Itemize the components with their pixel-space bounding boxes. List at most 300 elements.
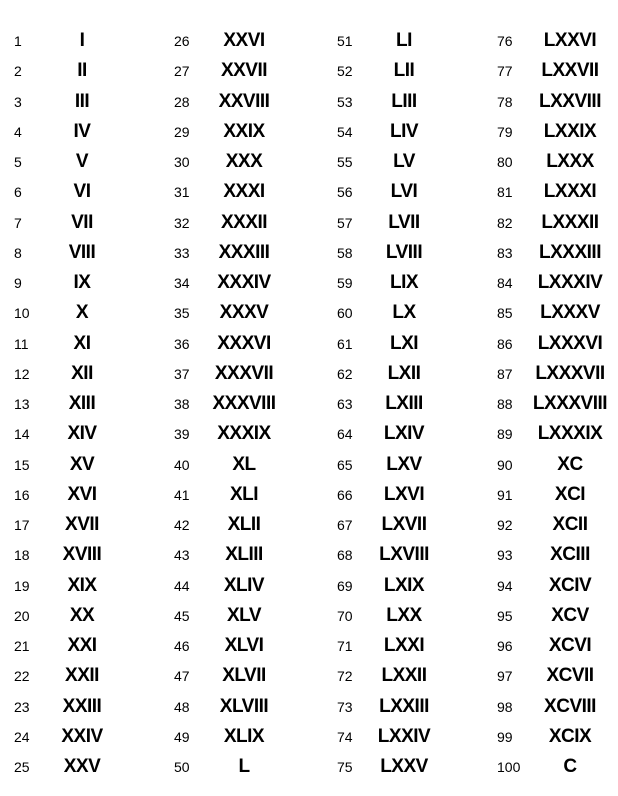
table-row: [326, 389, 486, 419]
arabic-number: 71: [337, 638, 353, 654]
arabic-number: 29: [174, 123, 190, 140]
roman-numeral: XXVIII: [218, 90, 270, 112]
table-row: [0, 480, 163, 510]
arabic-number: 40: [174, 456, 190, 473]
table-row: [486, 450, 618, 480]
roman-numeral: XXIV: [61, 725, 103, 747]
table-row: [0, 752, 163, 782]
roman-numeral: LXI: [389, 332, 419, 354]
roman-numeral: XVI: [67, 483, 97, 505]
roman-numeral: XLVIII: [219, 695, 269, 717]
arabic-number: 35: [174, 305, 190, 322]
arabic-number: 60: [337, 305, 353, 322]
arabic-number: 26: [174, 33, 190, 49]
arabic-number: 36: [174, 335, 190, 352]
table-row: [0, 268, 163, 298]
roman-numeral: XXXII: [220, 211, 268, 233]
roman-numeral: XXIII: [62, 695, 102, 717]
table-row: [326, 692, 486, 722]
arabic-number: 48: [174, 698, 190, 715]
arabic-number: 27: [174, 63, 190, 80]
roman-numeral: XCVII: [546, 665, 594, 687]
roman-numeral: VI: [73, 181, 91, 203]
arabic-number: 3: [14, 93, 22, 110]
table-row: [163, 450, 326, 480]
roman-numeral: LXIII: [385, 393, 423, 414]
arabic-number: 93: [497, 547, 513, 564]
table-row: [486, 631, 618, 661]
roman-numeral: LXXXI: [543, 181, 597, 203]
arabic-number: 43: [174, 547, 190, 564]
roman-numeral: LXVI: [383, 483, 425, 505]
arabic-number: 39: [174, 426, 190, 443]
arabic-number: 79: [497, 123, 513, 140]
roman-numeral: V: [75, 151, 89, 172]
arabic-number: 70: [337, 607, 353, 624]
roman-numeral: LXXXVIII: [532, 393, 608, 414]
table-row: [326, 56, 486, 86]
roman-numeral: LXXVI: [543, 30, 597, 51]
roman-numeral: XV: [69, 453, 95, 475]
arabic-number: 51: [337, 33, 353, 49]
roman-numeral: LXII: [387, 362, 421, 384]
roman-numeral: X: [75, 302, 89, 324]
roman-numeral: XLV: [226, 604, 262, 626]
roman-numeral: XI: [73, 332, 91, 354]
roman-numeral: C: [563, 756, 577, 777]
arabic-number: 77: [497, 63, 513, 80]
table-row: [0, 450, 163, 480]
arabic-number: 53: [337, 93, 353, 110]
roman-numeral: XXVI: [223, 30, 265, 51]
table-row: [0, 208, 163, 238]
roman-numeral: XCV: [551, 604, 589, 626]
table-row: [326, 631, 486, 661]
table-row: [486, 147, 618, 177]
table-row: [326, 359, 486, 389]
roman-numeral: III: [74, 90, 90, 112]
table-row: [326, 571, 486, 601]
arabic-number: 30: [174, 154, 190, 170]
roman-numeral: LV: [393, 151, 415, 172]
roman-numeral: XVII: [65, 514, 99, 535]
arabic-number: 83: [497, 244, 513, 261]
table-row: [486, 510, 618, 540]
table-row: [0, 117, 163, 147]
table-row: [486, 87, 618, 117]
table-row: [486, 419, 618, 449]
arabic-number: 49: [174, 728, 190, 745]
table-row: [163, 359, 326, 389]
table-row: [163, 752, 326, 782]
roman-numeral: XC: [557, 453, 583, 475]
arabic-number: 37: [174, 365, 190, 382]
roman-numeral: XLIV: [223, 574, 265, 596]
table-row: [0, 631, 163, 661]
roman-numeral: LXXIII: [379, 695, 429, 717]
arabic-number: 11: [14, 335, 29, 352]
arabic-number: 98: [497, 698, 513, 715]
roman-numeral: LXXX: [546, 151, 594, 172]
arabic-number: 10: [14, 305, 30, 322]
table-row: [326, 752, 486, 782]
roman-numeral: XXV: [63, 756, 101, 777]
table-row: [163, 480, 326, 510]
table-row: [326, 238, 486, 268]
table-row: [163, 692, 326, 722]
arabic-number: 80: [497, 154, 513, 170]
table-row: [163, 117, 326, 147]
arabic-number: 78: [497, 93, 513, 110]
table-row: [163, 571, 326, 601]
arabic-number: 41: [174, 486, 190, 503]
arabic-number: 18: [14, 547, 30, 564]
roman-numeral: XXXVII: [214, 362, 274, 384]
table-row: [486, 268, 618, 298]
roman-numeral: IV: [73, 120, 91, 142]
table-row: [163, 661, 326, 691]
table-row: [163, 510, 326, 540]
table-row: [486, 480, 618, 510]
table-row: [0, 87, 163, 117]
roman-numeral-table: [0, 26, 618, 782]
roman-numeral: XCIV: [548, 574, 592, 596]
roman-numeral: XXI: [67, 635, 97, 656]
arabic-number: 89: [497, 426, 513, 443]
roman-numeral: LXXXII: [541, 211, 599, 233]
arabic-number: 66: [337, 486, 353, 503]
arabic-number: 15: [14, 456, 30, 473]
table-row: [0, 692, 163, 722]
roman-numeral: LVI: [390, 181, 418, 203]
arabic-number: 25: [14, 759, 30, 775]
arabic-number: 74: [337, 728, 353, 745]
table-row: [163, 298, 326, 328]
roman-numeral: LXXXIX: [537, 423, 603, 445]
table-row: [486, 752, 618, 782]
arabic-number: 46: [174, 638, 190, 654]
roman-numeral: XXIX: [223, 120, 265, 142]
table-row: [326, 601, 486, 631]
table-row: [486, 177, 618, 207]
arabic-number: 75: [337, 759, 353, 775]
roman-numeral: LIII: [391, 90, 417, 112]
arabic-number: 65: [337, 456, 353, 473]
roman-numeral: XII: [71, 362, 93, 384]
roman-numeral: XXXIV: [217, 272, 271, 293]
roman-numeral: XCIII: [550, 544, 590, 566]
arabic-number: 96: [497, 638, 513, 654]
table-row: [163, 238, 326, 268]
roman-numeral: XXII: [65, 665, 99, 687]
roman-numeral: LXVII: [381, 514, 427, 535]
table-row: [486, 692, 618, 722]
roman-numeral: VIII: [68, 241, 96, 263]
table-row: [0, 601, 163, 631]
arabic-number: 23: [14, 698, 30, 715]
table-row: [163, 329, 326, 359]
table-row: [163, 540, 326, 570]
arabic-number: 7: [14, 214, 22, 231]
roman-numeral: LXXXVII: [535, 362, 605, 384]
roman-numeral: XXXVI: [217, 332, 271, 354]
roman-numeral: LIV: [389, 120, 419, 142]
arabic-number: 99: [497, 728, 513, 745]
table-row: [0, 571, 163, 601]
arabic-number: 95: [497, 607, 513, 624]
arabic-number: 2: [14, 63, 22, 80]
roman-numeral: XXXI: [223, 181, 265, 203]
table-row: [486, 56, 618, 86]
roman-numeral: XLI: [229, 483, 259, 505]
arabic-number: 45: [174, 607, 190, 624]
roman-numeral: XLII: [227, 514, 261, 535]
table-row: [163, 722, 326, 752]
arabic-number: 13: [14, 396, 30, 412]
roman-numeral: II: [77, 60, 87, 82]
arabic-number: 86: [497, 335, 513, 352]
arabic-number: 9: [14, 275, 22, 291]
table-row: [0, 147, 163, 177]
roman-numeral: LII: [393, 60, 415, 82]
arabic-number: 97: [497, 668, 513, 685]
roman-numeral: XLIII: [225, 544, 263, 566]
roman-numeral: LIX: [389, 272, 419, 293]
table-row: [0, 419, 163, 449]
table-row: [326, 208, 486, 238]
arabic-number: 67: [337, 517, 353, 533]
arabic-number: 44: [174, 577, 190, 594]
roman-numeral: XL: [232, 453, 256, 475]
arabic-number: 54: [337, 123, 353, 140]
roman-numeral: XLVI: [224, 635, 264, 656]
table-row: [486, 661, 618, 691]
arabic-number: 31: [174, 184, 190, 201]
arabic-number: 34: [174, 275, 190, 291]
table-row: [486, 329, 618, 359]
table-row: [486, 571, 618, 601]
table-row: [326, 147, 486, 177]
table-row: [163, 419, 326, 449]
arabic-number: 52: [337, 63, 353, 80]
table-row: [163, 268, 326, 298]
table-row: [163, 601, 326, 631]
arabic-number: 38: [174, 396, 190, 412]
table-row: [163, 26, 326, 56]
table-row: [163, 208, 326, 238]
arabic-number: 61: [337, 335, 353, 352]
table-row: [326, 722, 486, 752]
arabic-number: 58: [337, 244, 353, 261]
arabic-number: 14: [14, 426, 30, 443]
roman-numeral: XIX: [67, 574, 97, 596]
table-row: [0, 177, 163, 207]
arabic-number: 88: [497, 396, 513, 412]
arabic-number: 24: [14, 728, 30, 745]
roman-numeral: LXXII: [381, 665, 427, 687]
roman-numeral: LXV: [386, 453, 422, 475]
roman-numeral: XIII: [68, 393, 96, 414]
arabic-number: 33: [174, 244, 190, 261]
table-row: [163, 56, 326, 86]
roman-numeral: XXXVIII: [212, 393, 276, 414]
table-row: [486, 389, 618, 419]
roman-numeral: LXXIV: [377, 725, 431, 747]
table-row: [326, 177, 486, 207]
roman-numeral: LXIX: [383, 574, 425, 596]
roman-numeral: LXXXV: [540, 302, 600, 324]
arabic-number: 8: [14, 244, 22, 261]
roman-numeral: XCII: [552, 514, 588, 535]
roman-numeral: LXXXIII: [539, 241, 601, 263]
roman-numeral: LXX: [386, 604, 422, 626]
table-row: [326, 540, 486, 570]
roman-numeral: LXXV: [380, 756, 428, 777]
roman-numeral: LXIV: [383, 423, 425, 445]
arabic-number: 21: [14, 638, 30, 654]
table-row: [0, 661, 163, 691]
arabic-number: 17: [14, 517, 30, 533]
arabic-number: 68: [337, 547, 353, 564]
table-row: [326, 329, 486, 359]
arabic-number: 69: [337, 577, 353, 594]
arabic-number: 64: [337, 426, 353, 443]
table-row: [0, 389, 163, 419]
roman-numeral: XXXV: [219, 302, 269, 324]
arabic-number: 32: [174, 214, 190, 231]
table-row: [163, 177, 326, 207]
arabic-number: 6: [14, 184, 22, 201]
table-row: [326, 510, 486, 540]
arabic-number: 81: [497, 184, 513, 201]
arabic-number: 87: [497, 365, 513, 382]
table-row: [326, 298, 486, 328]
table-row: [0, 329, 163, 359]
table-row: [326, 450, 486, 480]
arabic-number: 19: [14, 577, 30, 594]
table-row: [486, 238, 618, 268]
table-row: [0, 238, 163, 268]
roman-numeral: LVII: [388, 211, 420, 233]
arabic-number: 76: [497, 33, 513, 49]
arabic-number: 20: [14, 607, 30, 624]
roman-numeral: LXXVII: [541, 60, 599, 82]
arabic-number: 50: [174, 759, 190, 775]
arabic-number: 63: [337, 396, 353, 412]
table-row: [0, 540, 163, 570]
roman-numeral: XLIX: [223, 725, 265, 747]
arabic-number: 57: [337, 214, 353, 231]
roman-numeral: L: [238, 756, 250, 777]
arabic-number: 22: [14, 668, 30, 685]
table-row: [486, 540, 618, 570]
arabic-number: 16: [14, 486, 30, 503]
table-row: [0, 56, 163, 86]
arabic-number: 94: [497, 577, 513, 594]
roman-numeral: XX: [69, 604, 95, 626]
roman-numeral: LXXXVI: [537, 332, 603, 354]
table-row: [326, 117, 486, 147]
arabic-number: 56: [337, 184, 353, 201]
roman-numeral: XIV: [67, 423, 97, 445]
roman-numeral: XXXIX: [217, 423, 271, 445]
roman-numeral: IX: [73, 272, 91, 293]
arabic-number: 1: [14, 33, 22, 49]
table-row: [486, 359, 618, 389]
arabic-number: 92: [497, 517, 513, 533]
roman-numeral: XXX: [225, 151, 263, 172]
arabic-number: 12: [14, 365, 30, 382]
roman-numeral: XXVII: [220, 60, 268, 82]
roman-numeral: XVIII: [62, 544, 102, 566]
arabic-number: 91: [497, 486, 513, 503]
roman-numeral: XCIX: [548, 725, 592, 747]
arabic-number: 5: [14, 154, 22, 170]
table-row: [326, 87, 486, 117]
roman-numeral: LX: [392, 302, 416, 324]
arabic-number: 42: [174, 517, 190, 533]
table-row: [163, 389, 326, 419]
table-row: [326, 480, 486, 510]
table-row: [163, 147, 326, 177]
roman-numeral: XCVIII: [544, 695, 596, 717]
roman-numeral: LVIII: [385, 241, 423, 263]
roman-numeral: XCVI: [548, 635, 592, 656]
table-row: [486, 601, 618, 631]
table-row: [326, 419, 486, 449]
arabic-number: 47: [174, 668, 190, 685]
table-row: [163, 631, 326, 661]
table-row: [486, 722, 618, 752]
arabic-number: 55: [337, 154, 353, 170]
table-row: [0, 722, 163, 752]
table-row: [0, 26, 163, 56]
arabic-number: 59: [337, 275, 353, 291]
table-row: [0, 359, 163, 389]
table-row: [0, 298, 163, 328]
table-row: [486, 26, 618, 56]
roman-numeral: LXXVIII: [539, 90, 601, 112]
arabic-number: 28: [174, 93, 190, 110]
arabic-number: 82: [497, 214, 513, 231]
table-row: [326, 268, 486, 298]
roman-numeral: I: [79, 30, 85, 51]
arabic-number: 90: [497, 456, 513, 473]
roman-numeral: LXVIII: [379, 544, 429, 566]
arabic-number: 72: [337, 668, 353, 685]
arabic-number: 84: [497, 275, 513, 291]
table-row: [486, 117, 618, 147]
roman-numeral: LXXI: [383, 635, 425, 656]
table-row: [486, 298, 618, 328]
arabic-number: 100: [497, 759, 521, 775]
table-row: [163, 87, 326, 117]
table-row: [326, 661, 486, 691]
roman-numeral: XCI: [554, 483, 586, 505]
roman-numeral: XXXIII: [218, 241, 270, 263]
arabic-number: 85: [497, 305, 513, 322]
table-row: [326, 26, 486, 56]
table-row: [486, 208, 618, 238]
roman-numeral: VII: [71, 211, 93, 233]
roman-numeral: LI: [396, 30, 412, 51]
roman-numeral: LXXIX: [543, 120, 597, 142]
arabic-number: 62: [337, 365, 353, 382]
table-row: [0, 510, 163, 540]
roman-numeral: LXXXIV: [537, 272, 603, 293]
arabic-number: 4: [14, 123, 22, 140]
arabic-number: 73: [337, 698, 353, 715]
